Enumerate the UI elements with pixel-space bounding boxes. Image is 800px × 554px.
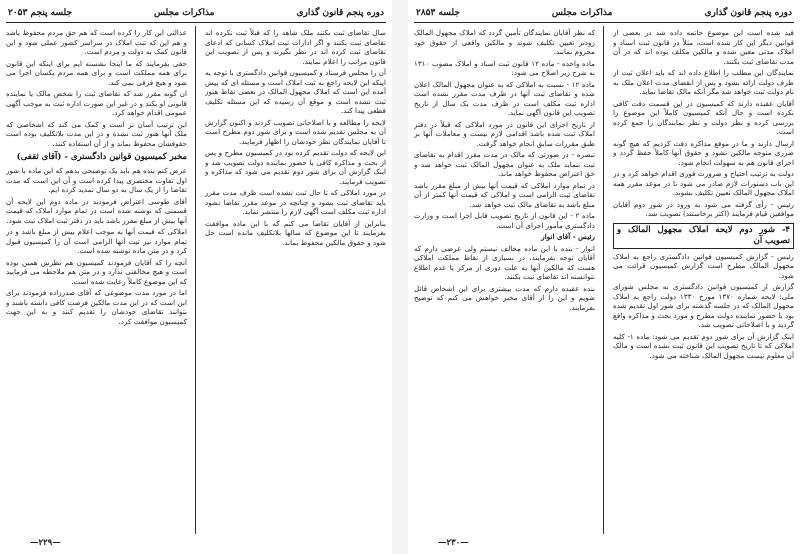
text-column-right bbox=[205, 28, 386, 532]
paragraph: که نظر آقایان نمایندگان تأمین گردد که املاک مجهول المالک زودتر تعیین تکلیف شوند و مالکین واقعی از حقوق خود محروم نمانند. bbox=[414, 28, 595, 56]
text-column-left bbox=[6, 28, 187, 532]
paragraph: املاکی که قیمت آنها به موجب اعلام بیش از مبلغ باشد و در تمام موارد نیز ثبت آنها الزامی است آن را کمیسیون قبول کرد و در متن ماده نوشته شده است. bbox=[6, 227, 187, 255]
right-page bbox=[408, 0, 800, 554]
page-number: —۲۲۹— bbox=[30, 538, 61, 548]
paragraph: قید شده است این موضوع خاتمه داده شد در بعضی از قوانین دیگر این کار شده است، مثلاً در قانون ثبت اسناد و املاک مدتی معین شده و مالکین مکلف بوده اند که در آن مدت تقاضای ثبت بکنند. bbox=[613, 28, 794, 66]
section-heading: ۴- شور دوم لایحه املاک مجهول المالک و تصویب آن bbox=[613, 223, 794, 249]
header-rule bbox=[6, 22, 386, 23]
paragraph: عدالتی این کار را کرده است که هم حق مردم محفوظ باشد و هم این که ثبت املاک در سراسر کشور عملی شود و این قانون کمک به دولت و مردم است. bbox=[6, 28, 187, 56]
section-heading: مخبر کمیسیون قوانین دادگستری - (آقای ثقفی) bbox=[16, 152, 187, 162]
column-divider bbox=[603, 26, 604, 534]
paragraph: این ترتیب آسان تر است و کمک می کند که اشخاصی که ملک آنها هنوز ثبت نشده و در این مدت بلاتکلیف بوده است حقوقشان محفوظ بماند و از آن استفاده کنند. bbox=[6, 119, 187, 148]
header-session: جلسه ۲۸۵۳ bbox=[416, 8, 460, 18]
paragraph: آن را مجلس فرستاد و کمیسیون قوانین دادگستری با توجه به اینکه این لایحه راجع به ثبت املاک است و مسئله ای که پیش آمده این است که املاک مجهول المالک در بعضی نقاط هنوز ثبت نشده است و موقع آن رسیده که این مسئله تکلیف قطعی پیدا کند. bbox=[205, 68, 386, 115]
paragraph: گزارش از کمیسیون قوانین دادگستری به مجلس شورای ملی: لایحه شماره ۱۳۷۰ مورخ ۱۳۳۰ دولت راجع به املاک مجهول المالک که در جلسه گذشته برای شور اول تقدیم شده بود با حضور نماینده دولت مطرح و مورد بحث و مذاکره واقع گردید و با اصلاحاتی تصویب شد. bbox=[613, 282, 794, 329]
paragraph: آقای طوسی اعتراض فرمودند در ماده دوم این لایحه آن قسمتی که نوشته شده است در تمام موارد املاک که قیمت آنها بیش از مبلغ مقرر باشد باید در دفتر ثبت املاک ثبت شود. bbox=[6, 196, 187, 225]
page-header bbox=[416, 6, 792, 20]
paragraph: تبصره - در صورتی که مالک در مدت مقرر اقدام به تقاضای ثبت ننماید ملک به عنوان مجهول المالک ثبت خواهد شد و حق اعتراض محفوظ خواهد ماند. bbox=[414, 150, 595, 178]
paragraph: در تمام موارد املاکی که قیمت آنها بیش از مبلغ مقرر باشد تقاضای ثبت الزامی است و املاکی که قیمت آنها کمتر از آن مبلغ باشد به تقاضای مالک ثبت خواهد شد. bbox=[414, 180, 595, 209]
paragraph: در مورد املاکی که تا حال ثبت نشده است ظرف مدت مقرر باید تقاضای ثبت بشود و چنانچه در موعد مقرر تقاضا نشود اداره ثبت مکلف است آگهی لازم را منتشر نماید. bbox=[205, 188, 386, 216]
header-rule bbox=[414, 22, 794, 23]
header-title: دوره پنجم قانون گذاری bbox=[704, 8, 792, 18]
left-page bbox=[0, 0, 392, 554]
paragraph: بنابراین از آقایان تقاضا می کنم که با این ماده موافقت بفرمایند تا این موضوع که سالها بلاتکلیف مانده است حل شود و حقوق مالکین محفوظ بماند. bbox=[205, 218, 386, 247]
paragraph: ان گونه مقرر شد که تقاضای ثبت را شخص مالک یا نماینده قانونی او بکند و در غیر این صورت اداره ثبت به موجب آگهی عمومی اقدام خواهد کرد. bbox=[6, 89, 187, 117]
binding-gutter bbox=[392, 0, 408, 554]
paragraph: آنچه را که آقایان فرمودند کمیسیون هم نظرش همین بوده است و هیچ مخالفتی ندارد و در متن هم ملاحظه می فرمایید که این موضوع کاملاً رعایت شده است. bbox=[6, 257, 187, 286]
header-session: جلسه پنجم ۲۰۵۳ bbox=[8, 8, 73, 18]
paragraph: سال تقاضای ثبت بکنند ملک شاهد را که قبلاً ثبت نکرده اند تقاضای ثبت بکنند و اگر ادارات ثبت املاک کسانی که ادعای تقاضای ثبت کرده اند در نظر بگیرند و پس از تصویب این قانون مراتب را اعلام نمایند. bbox=[205, 28, 386, 66]
paragraph: ماده ۲ - این قانون از تاریخ تصویب قابل اجرا است و وزارت دادگستری مأمور اجرای آن است. bbox=[414, 211, 595, 230]
text-column-left bbox=[414, 28, 595, 532]
paragraph: بنده عقیده دارم که مدت بیشتری برای این اشخاص قائل شویم و این را از آقای مخبر خواهش می کنم که توضیح بفرمایند. bbox=[414, 283, 595, 312]
page-header bbox=[8, 6, 384, 20]
page-number: —۲۳۰— bbox=[438, 538, 469, 548]
header-subtitle: مذاکرات مجلس bbox=[154, 8, 215, 18]
paragraph: از تاریخ اجرای این قانون در مورد املاکی که قبلاً در دفتر املاک ثبت شده باشد اقدامی لازم نیست و معاملات آنها بر طبق مقررات سابق انجام خواهد گرفت. bbox=[414, 119, 595, 148]
paragraph: انوار - بنده با این ماده مخالف نیستم ولی عرضی دارم که آقایان توجه بفرمایند، در بسیاری از نقاط مملکت املاکی هست که مالکین آنها به علت دوری از مرکز یا عدم اطلاع نتوانسته اند تقاضای ثبت بکنند. bbox=[414, 243, 595, 281]
paragraph: نمایندگان این مطلب را اطلاع داده اند که باید اعلان ثبت از طرف دولت ارائه بشود و پس از انقضای مدت اعلان ملک به نام دولت ثبت خواهد شد مگر آنکه مالک تقاضا نماید. bbox=[613, 68, 794, 96]
paragraph: این لایحه که دولت تقدیم کرده بود در کمیسیون مطرح و پس از بحث و مذاکره کافی با حضور نماینده دولت تصویب شد و اینک گزارش آن برای شور دوم تقدیم می شود که مذاکره و تصویب فرمایند. bbox=[205, 148, 386, 186]
speaker-line: رئیس - آقای انوار bbox=[541, 232, 595, 241]
paragraph: ماده ۱۲ - نسبت به املاکی که به عنوان مجهول المالک اعلان شده و تقاضای ثبت آنها در ظرف مدت مقرر نشده است اداره ثبت مکلف است در ظرف مدت یک سال از تاریخ تصویب این قانون آگهی نماید. bbox=[414, 79, 595, 117]
paragraph: آقایان عقیده دارند که کمیسیون در این قسمت دقت کافی نکرده است و حال آنکه کمیسیون کاملاً این موضوع را بررسی کرده و نظر دولت و نظر نمایندگان را جمع کرده است. bbox=[613, 98, 794, 136]
paragraph: ماده واحده - ماده ۱۲ قانون ثبت اسناد و املاک مصوب ۱۳۱۰ به شرح زیر اصلاح می شود: bbox=[414, 58, 595, 77]
column-divider bbox=[195, 26, 196, 534]
paragraph: اینک گزارش آن برای شور دوم تقدیم می شود: ماده ۱- کلیه املاکی که تا تاریخ تصویب این قانون ثبت نشده است و مالک آن معلوم نیست مجهول المالک شناخته می شود. bbox=[613, 331, 794, 360]
paragraph: عرض کنم بنده هم باید یک توضیحی بدهم که این ماده با شور اول تفاوت مختصری پیدا کرده است و آن این است که مدت تقاضا را از یک سال به دو سال تمدید کرده ایم. bbox=[6, 166, 187, 194]
paragraph: لایحه را مطالعه و با اصلاحاتی تصویب کردند و اکنون گزارش آن به مجلس تقدیم شده است و برای شور دوم مطرح است تا آقایان نمایندگان نظر خودشان را اظهار فرمایند. bbox=[205, 117, 386, 146]
paragraph: رئیس - گزارش کمیسیون قوانین دادگستری راجع به املاک مجهول المالک مطرح است گزارش کمیسیون قرائت می شود. bbox=[613, 251, 794, 280]
paragraph: رئیس - رأی گرفته می شود به ورود در شور دوم آقایان موافقین قیام فرمایند (اکثر برخاستند) تصویب شد. bbox=[613, 199, 794, 218]
text-column-right bbox=[613, 28, 794, 532]
paragraph: دولت به ترتیب احتیاج و ضرورت فوری اقدام خواهد کرد و در این باب دستورات لازم صادر می شود تا در موعد مقرر همه املاک مجهول المالک تعیین تکلیف بشوند. bbox=[613, 169, 794, 197]
header-subtitle: مذاکرات مجلس bbox=[551, 8, 613, 18]
paragraph: حقی بفرمایند که ما اینجا نشسته ایم برای اینکه این قانون برای همه مملکت است و برای همه مردم یکسان اجرا می شود و هیچ فرقی نمی کند. bbox=[6, 58, 187, 87]
paragraph: اما در مورد مدت موضوعی که آقای صدرزاده فرمودند برای این است که در این مدت مالکین فرصت کافی داشته باشند و بتوانند تقاضای خودشان را تقدیم کنند و به این جهت کمیسیون موافقت کرد. bbox=[6, 288, 187, 326]
paragraph: ارسال دارند و ما در موقع مذاکره دقت کردیم که هیچ گونه ضرری متوجه مالکین نشود و حقوق آنها کاملاً حفظ گردد و اجرای قانون هم به سهولت انجام شود. bbox=[613, 138, 794, 167]
header-title: دوره پنجم قانون گذاری bbox=[296, 8, 384, 18]
